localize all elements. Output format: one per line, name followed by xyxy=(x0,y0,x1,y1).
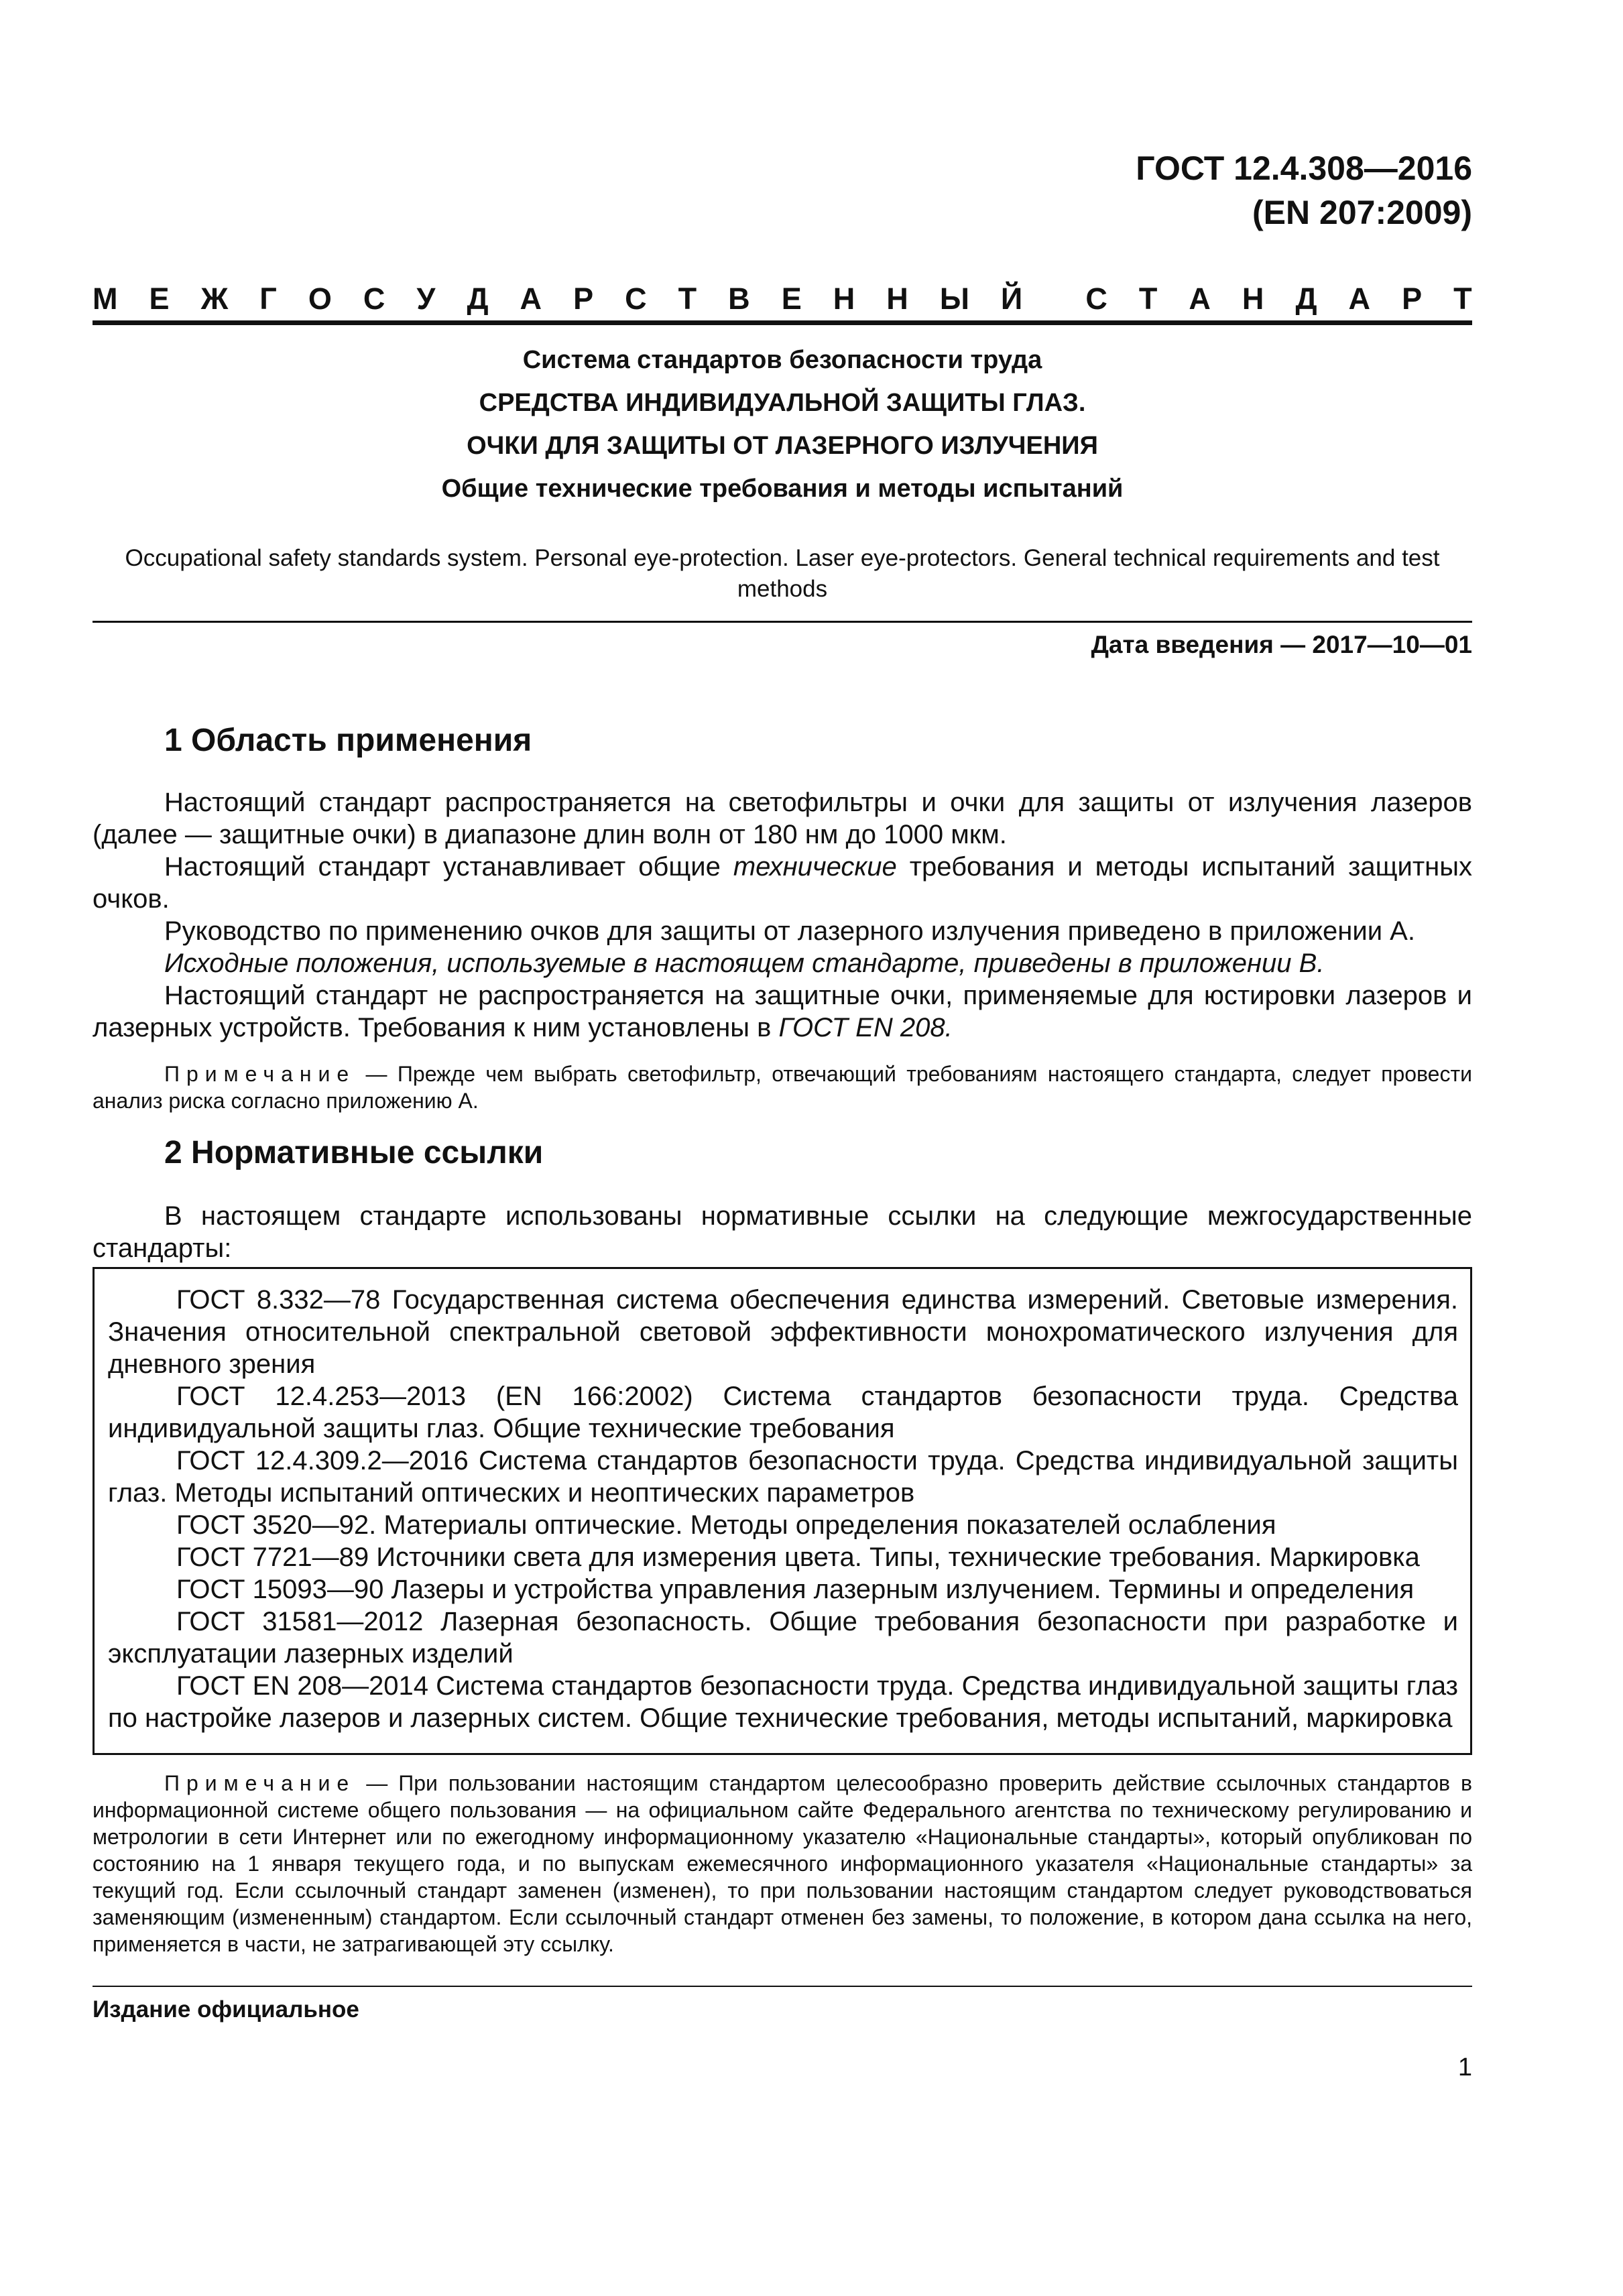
banner-letter: С xyxy=(1085,282,1107,316)
page-number: 1 xyxy=(1457,2053,1472,2081)
title-main-line1: СРЕДСТВА ИНДИВИДУАЛЬНОЙ ЗАЩИТЫ ГЛАЗ. xyxy=(479,389,1086,417)
text-run: Настоящий стандарт устанавливает общие xyxy=(164,852,733,882)
reference-item: ГОСТ 15093—90 Лазеры и устройства управления лазерным излучением. Термины и определения xyxy=(176,1575,1415,1604)
paragraph: Настоящий стандарт распространяется на светофильтры и очки для защиты от излучения лазеров (далее — защитные очки) в диапазоне длин волн от 180 нм до 1000 мкм. xyxy=(93,788,1472,849)
official-edition-label: Издание официальное xyxy=(93,1996,359,2022)
normative-references-box xyxy=(93,1267,1472,1755)
banner-letter: С xyxy=(625,282,647,316)
header-rule xyxy=(93,320,1472,325)
footer-rule xyxy=(93,1986,1472,1987)
date-of-introduction: Дата введения — 2017—10—01 xyxy=(1091,631,1472,658)
title-block xyxy=(93,339,1472,510)
reference-item: ГОСТ 7721—89 Источники света для измерения цвета. Типы, технические требования. Маркировка xyxy=(176,1543,1420,1572)
paragraph xyxy=(93,979,1472,1044)
title-subtitle: Общие технические требования и методы испытаний xyxy=(441,475,1124,503)
banner-letter: В xyxy=(728,282,750,316)
text-run-italic: Исходные положения, используемые в настоящем стандарте, приведены в приложении В. xyxy=(164,949,1325,978)
banner-letter: Ж xyxy=(200,282,229,316)
reference-item: ГОСТ 3520—92. Материалы оптические. Методы определения показателей ослабления xyxy=(176,1510,1276,1540)
reference-item: ГОСТ 12.4.253—2013 (EN 166:2002) Система стандартов безопасности труда. Средства индивидуальной защиты глаз. Общие технические требования xyxy=(108,1382,1458,1443)
banner-letter: Н xyxy=(886,282,908,316)
banner-letter: О xyxy=(308,282,332,316)
text-run: требования и методы испытаний защитных очков. xyxy=(93,852,1472,914)
banner-letter: Г xyxy=(259,282,277,316)
banner-letter: А xyxy=(1348,282,1371,316)
banner-letter: А xyxy=(1189,282,1211,316)
en-equivalent: (EN 207:2009) xyxy=(1252,194,1472,231)
reference-item: ГОСТ 31581—2012 Лазерная безопасность. Общие требования безопасности при разработке и эксплуатации лазерных изделий xyxy=(108,1607,1458,1669)
banner-letter: Т xyxy=(678,282,697,316)
banner-letter: Р xyxy=(573,282,594,316)
paragraph: В настоящем стандарте использованы нормативные ссылки на следующие межгосударственные стандарты: xyxy=(93,1201,1472,1263)
title-series: Система стандартов безопасности труда xyxy=(522,346,1042,374)
banner-letter: Н xyxy=(833,282,855,316)
banner-letter: Д xyxy=(467,282,489,316)
section-1-body xyxy=(93,786,1472,1044)
note-text: — Прежде чем выбрать светофильтр, отвечающий требованиям настоящего стандарта, следует провести анализ риска согласно приложению А. xyxy=(93,1062,1472,1113)
banner-letter: Н xyxy=(1242,282,1264,316)
text-run-italic: технические xyxy=(733,852,897,882)
banner-letter: Е xyxy=(781,282,802,316)
banner-letter: М xyxy=(93,282,118,316)
text-run: Настоящий стандарт не распространяется на защитные очки, применяемые для юстировки лазеров и лазерных устройств. Требования к ним установлены в xyxy=(93,981,1472,1042)
banner-letter: Т xyxy=(1453,282,1472,316)
standard-number: ГОСТ 12.4.308—2016 xyxy=(1136,149,1472,187)
section-1-heading: 1 Область применения xyxy=(164,723,532,758)
english-title: Occupational safety standards system. Personal eye-protection. Laser eye-protectors. General technical requirements and test methods xyxy=(125,545,1440,602)
section-2-intro-block xyxy=(93,1200,1472,1264)
reference-item: ГОСТ EN 208—2014 Система стандартов безопасности труда. Средства индивидуальной защиты глаз по настройке лазеров и лазерных систем. Общие технические требования, методы испытаний, маркировка xyxy=(108,1671,1458,1733)
note-label: Примечание xyxy=(164,1062,356,1086)
banner-letter: У xyxy=(416,282,436,316)
standard-number-block xyxy=(1136,146,1472,235)
standard-type-banner xyxy=(93,280,1472,318)
text-run-italic: ГОСТ EN 208. xyxy=(778,1013,953,1042)
paragraph: Руководство по применению очков для защиты от лазерного излучения приведено в приложении А. xyxy=(164,916,1415,946)
paragraph xyxy=(93,947,1472,979)
banner-letter: Й xyxy=(1000,282,1023,316)
note-text: — При пользовании настоящим стандартом целесообразно проверить действие ссылочных стандартов в информационной системе общего пользования — на официальном сайте Федерального агентства по техническому регулированию и метрологии в сети Интернет или по ежегодному информационному указателю «Национальные стандарты», который опубликован по состоянию на 1 января текущего года, и по выпускам ежемесячного информационного указателя «Национальные стандарты» за текущий год. Если ссылочный стандарт заменен (изменен), то при пользовании настоящим стандартом следует руководствоваться заменяющим (измененным) стандартом. Если ссылочный стандарт отменен без замены, то положение, в котором дана ссылка на него, применяется в части, не затрагивающей эту ссылку. xyxy=(93,1771,1472,1956)
section-1-note xyxy=(93,1061,1472,1114)
banner-letter: Д xyxy=(1295,282,1317,316)
banner-letter: Е xyxy=(149,282,170,316)
banner-letter: А xyxy=(520,282,542,316)
reference-item: ГОСТ 8.332—78 Государственная система обеспечения единства измерений. Световые измерения. Значения относительной спектральной световой эффективности монохроматического излучения для дневного зрения xyxy=(108,1285,1458,1379)
banner-letter: Р xyxy=(1402,282,1423,316)
reference-item: ГОСТ 12.4.309.2—2016 Система стандартов безопасности труда. Средства индивидуальной защиты глаз. Методы испытаний оптических и неоптических параметров xyxy=(108,1446,1458,1508)
section-2-heading: 2 Нормативные ссылки xyxy=(164,1135,544,1170)
title-main-line2: ОЧКИ ДЛЯ ЗАЩИТЫ ОТ ЛАЗЕРНОГО ИЗЛУЧЕНИЯ xyxy=(467,432,1098,460)
banner-letter: Ы xyxy=(939,282,969,316)
title-rule xyxy=(93,621,1472,623)
banner-letter: Т xyxy=(1138,282,1158,316)
paragraph xyxy=(93,851,1472,915)
banner-letter: С xyxy=(363,282,385,316)
note-label: Примечание xyxy=(164,1771,356,1795)
section-2-note xyxy=(93,1770,1472,1957)
